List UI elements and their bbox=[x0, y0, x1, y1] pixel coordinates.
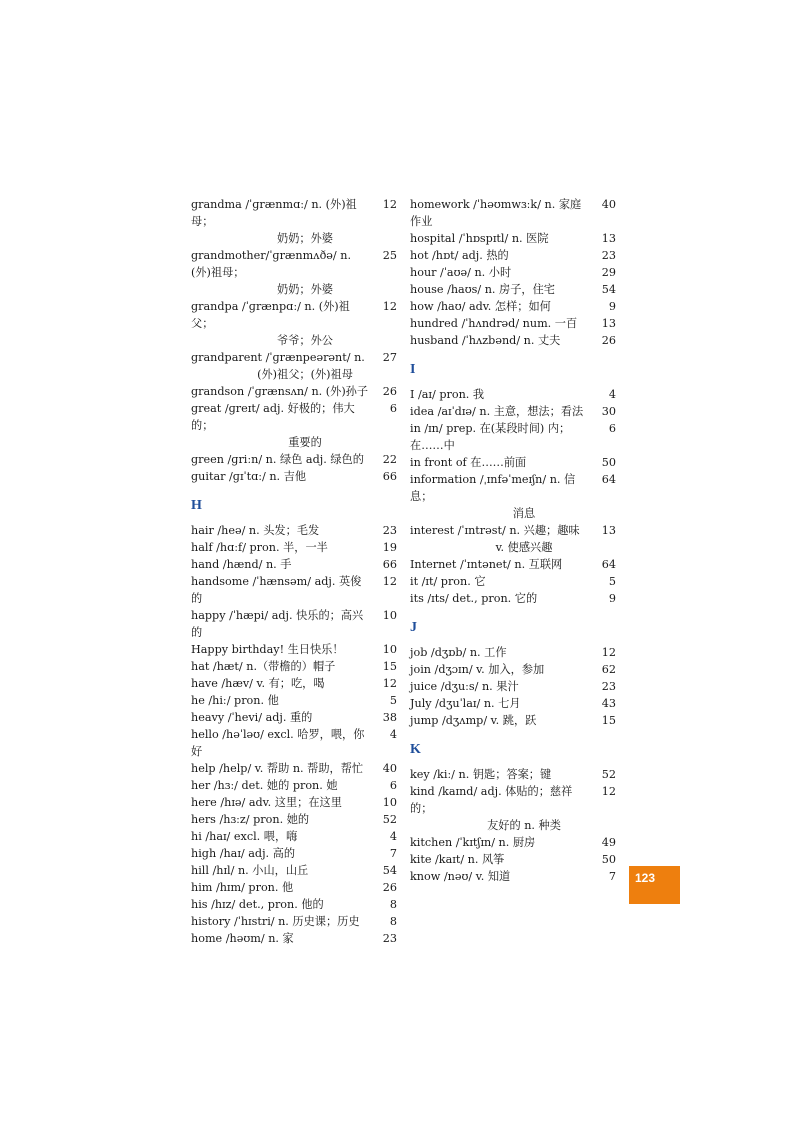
glossary-entry bbox=[191, 675, 397, 692]
glossary-entry bbox=[191, 811, 397, 828]
glossary-entry bbox=[410, 471, 616, 522]
glossary-entry bbox=[191, 468, 397, 485]
entry-page-number: 15 bbox=[382, 660, 397, 673]
entry-continuation: 奶奶；外婆 bbox=[277, 232, 333, 245]
entry-text: key /kiː/ n. 钥匙；答案；键 bbox=[410, 768, 552, 781]
entry-page-number: 7 bbox=[608, 870, 616, 883]
section-heading-k: K bbox=[410, 742, 421, 757]
glossary-entry bbox=[191, 913, 397, 930]
entry-page-number: 66 bbox=[382, 558, 397, 571]
entry-text: home /həʊm/ n. 家 bbox=[191, 932, 294, 945]
entry-text: hat /hæt/ n.（带檐的）帽子 bbox=[191, 660, 336, 673]
entry-text: kitchen /ˈkɪtʃɪn/ n. 厨房 bbox=[410, 836, 536, 849]
entry-text: his /hɪz/ det., pron. 他的 bbox=[191, 898, 324, 911]
glossary-entry bbox=[191, 845, 397, 862]
glossary-entry bbox=[410, 247, 616, 264]
entry-text: guitar /ɡɪˈtɑː/ n. 吉他 bbox=[191, 470, 307, 483]
entry-text: Internet /ˈɪntənet/ n. 互联网 bbox=[410, 558, 563, 571]
glossary-entry bbox=[410, 420, 616, 454]
glossary-entry bbox=[191, 777, 397, 794]
entry-text: handsome /ˈhænsəm/ adj. 英俊的 bbox=[191, 575, 362, 605]
glossary-entry bbox=[191, 556, 397, 573]
glossary-entry bbox=[191, 522, 397, 539]
entry-text: hello /həˈləʊ/ excl. 哈罗，喂，你好 bbox=[191, 728, 365, 758]
entry-page-number: 64 bbox=[601, 558, 616, 571]
glossary-entry bbox=[191, 879, 397, 896]
entry-text: join /dʒɔɪn/ v. 加入，参加 bbox=[410, 663, 545, 676]
glossary-entry bbox=[191, 726, 397, 760]
entry-text: hi /haɪ/ excl. 喂，嗨 bbox=[191, 830, 298, 843]
section-heading-h: H bbox=[191, 498, 202, 513]
entry-text: husband /ˈhʌzbənd/ n. 丈夫 bbox=[410, 334, 561, 347]
entry-text: him /hɪm/ pron. 他 bbox=[191, 881, 294, 894]
entry-text: job /dʒɒb/ n. 工作 bbox=[410, 646, 507, 659]
entry-page-number: 29 bbox=[601, 266, 616, 279]
entry-page-number: 6 bbox=[608, 422, 616, 435]
entry-continuation: 奶奶；外婆 bbox=[277, 283, 333, 296]
page-number: 123 bbox=[635, 871, 656, 885]
entry-page-number: 38 bbox=[382, 711, 397, 724]
entry-page-number: 13 bbox=[601, 524, 616, 537]
glossary-entry bbox=[410, 695, 616, 712]
entry-page-number: 8 bbox=[389, 898, 397, 911]
entry-text: hand /hænd/ n. 手 bbox=[191, 558, 292, 571]
glossary-entry bbox=[410, 403, 616, 420]
entry-text: help /help/ v. 帮助 n. 帮助，帮忙 bbox=[191, 762, 364, 775]
entry-page-number: 12 bbox=[382, 575, 397, 588]
entry-text: juice /dʒuːs/ n. 果汁 bbox=[410, 680, 519, 693]
entry-text: how /haʊ/ adv. 怎样；如何 bbox=[410, 300, 551, 313]
entry-text: its /ɪts/ det., pron. 它的 bbox=[410, 592, 538, 605]
glossary-entry bbox=[191, 930, 397, 947]
glossary-entry bbox=[410, 766, 616, 783]
glossary-entry bbox=[191, 658, 397, 675]
glossary-entry bbox=[191, 196, 397, 247]
glossary-entry bbox=[410, 573, 616, 590]
entry-page-number: 50 bbox=[601, 456, 616, 469]
entry-text: hour /ˈaʊə/ n. 小时 bbox=[410, 266, 512, 279]
entry-text: hundred /ˈhʌndrəd/ num. 一百 bbox=[410, 317, 578, 330]
entry-page-number: 4 bbox=[389, 728, 397, 741]
glossary-entry bbox=[191, 760, 397, 777]
entry-text: homework /ˈhəʊmwɜːk/ n. 家庭作业 bbox=[410, 198, 582, 228]
entry-page-number: 23 bbox=[382, 524, 397, 537]
entry-page-number: 10 bbox=[382, 643, 397, 656]
entry-page-number: 5 bbox=[389, 694, 397, 707]
entry-text: half /hɑːf/ pron. 半，一半 bbox=[191, 541, 328, 554]
glossary-entry bbox=[191, 298, 397, 349]
glossary-entry bbox=[410, 264, 616, 281]
entry-page-number: 12 bbox=[601, 785, 616, 798]
entry-text: hospital /ˈhɒspɪtl/ n. 医院 bbox=[410, 232, 549, 245]
glossary-entry bbox=[410, 386, 616, 403]
entry-text: he /hiː/ pron. 他 bbox=[191, 694, 279, 707]
entry-page-number: 54 bbox=[382, 864, 397, 877]
glossary-right-column bbox=[410, 196, 616, 885]
entry-text: history /ˈhɪstri/ n. 历史课；历史 bbox=[191, 915, 360, 928]
entry-page-number: 12 bbox=[382, 677, 397, 690]
glossary-entry bbox=[410, 590, 616, 607]
entry-text: idea /aɪˈdɪə/ n. 主意，想法；看法 bbox=[410, 405, 584, 418]
glossary-entry bbox=[410, 522, 616, 556]
entry-text: have /hæv/ v. 有；吃，喝 bbox=[191, 677, 325, 690]
glossary-entry bbox=[410, 315, 616, 332]
entry-page-number: 40 bbox=[382, 762, 397, 775]
entry-text: grandma /ˈɡrænmɑː/ n. (外)祖母； bbox=[191, 198, 357, 228]
entry-text: green /ɡriːn/ n. 绿色 adj. 绿色的 bbox=[191, 453, 364, 466]
glossary-entry bbox=[191, 794, 397, 811]
entry-page-number: 64 bbox=[601, 473, 616, 486]
page-number-tab bbox=[629, 866, 680, 904]
entry-text: kite /kaɪt/ n. 风筝 bbox=[410, 853, 505, 866]
glossary-entry bbox=[410, 851, 616, 868]
entry-page-number: 27 bbox=[382, 351, 397, 364]
entry-text: grandmother/ˈɡrænmʌðə/ n. (外)祖母； bbox=[191, 249, 352, 279]
entry-page-number: 9 bbox=[608, 592, 616, 605]
entry-text: hers /hɜːz/ pron. 她的 bbox=[191, 813, 310, 826]
glossary-entry bbox=[410, 332, 616, 349]
entry-page-number: 19 bbox=[382, 541, 397, 554]
entry-text: great /ɡreɪt/ adj. 好极的；伟大的； bbox=[191, 402, 355, 432]
entry-text: heavy /ˈhevi/ adj. 重的 bbox=[191, 711, 313, 724]
glossary-entry bbox=[191, 828, 397, 845]
entry-text: here /hɪə/ adv. 这里；在这里 bbox=[191, 796, 342, 809]
entry-page-number: 15 bbox=[601, 714, 616, 727]
glossary-entry bbox=[410, 834, 616, 851]
entry-continuation: 消息 bbox=[512, 507, 536, 520]
entry-page-number: 40 bbox=[601, 198, 616, 211]
glossary-entry bbox=[410, 230, 616, 247]
entry-page-number: 4 bbox=[389, 830, 397, 843]
entry-page-number: 13 bbox=[601, 317, 616, 330]
glossary-entry bbox=[410, 661, 616, 678]
entry-page-number: 54 bbox=[601, 283, 616, 296]
entry-continuation: 爷爷；外公 bbox=[277, 334, 333, 347]
entry-page-number: 30 bbox=[601, 405, 616, 418]
entry-page-number: 26 bbox=[382, 385, 397, 398]
entry-page-number: 23 bbox=[382, 932, 397, 945]
entry-text: I /aɪ/ pron. 我 bbox=[410, 388, 485, 401]
entry-page-number: 49 bbox=[601, 836, 616, 849]
glossary-entry bbox=[410, 868, 616, 885]
entry-text: jump /dʒʌmp/ v. 跳，跃 bbox=[410, 714, 537, 727]
entry-text: hair /heə/ n. 头发；毛发 bbox=[191, 524, 320, 537]
glossary-entry bbox=[191, 539, 397, 556]
entry-text: grandson /ˈɡrænsʌn/ n. (外)孙子 bbox=[191, 385, 369, 398]
entry-text: Happy birthday! 生日快乐！ bbox=[191, 643, 344, 656]
entry-page-number: 9 bbox=[608, 300, 616, 313]
entry-page-number: 7 bbox=[389, 847, 397, 860]
entry-page-number: 25 bbox=[382, 249, 397, 262]
glossary-entry bbox=[410, 678, 616, 695]
glossary-entry bbox=[191, 349, 397, 383]
glossary-entry bbox=[191, 247, 397, 298]
entry-text: happy /ˈhæpi/ adj. 快乐的；高兴的 bbox=[191, 609, 364, 639]
glossary-entry bbox=[191, 692, 397, 709]
entry-page-number: 22 bbox=[382, 453, 397, 466]
glossary-entry bbox=[191, 607, 397, 641]
glossary-entry bbox=[191, 573, 397, 607]
glossary-entry bbox=[410, 281, 616, 298]
entry-page-number: 6 bbox=[389, 779, 397, 792]
entry-text: high /haɪ/ adj. 高的 bbox=[191, 847, 296, 860]
entry-page-number: 12 bbox=[382, 300, 397, 313]
glossary-entry bbox=[191, 862, 397, 879]
entry-text: July /dʒuˈlaɪ/ n. 七月 bbox=[410, 697, 521, 710]
entry-page-number: 5 bbox=[608, 575, 616, 588]
entry-text: kind /kaɪnd/ adj. 体贴的；慈祥的； bbox=[410, 785, 573, 815]
entry-page-number: 62 bbox=[601, 663, 616, 676]
entry-page-number: 6 bbox=[389, 402, 397, 415]
entry-text: grandparent /ˈɡrænpeərənt/ n. bbox=[191, 351, 365, 364]
entry-page-number: 10 bbox=[382, 796, 397, 809]
entry-page-number: 26 bbox=[601, 334, 616, 347]
entry-text: hill /hɪl/ n. 小山，山丘 bbox=[191, 864, 309, 877]
section-heading-j: J bbox=[410, 620, 417, 635]
glossary-entry bbox=[191, 400, 397, 451]
entry-continuation: (外)祖父；(外)祖母 bbox=[257, 368, 353, 381]
glossary-entry bbox=[410, 783, 616, 834]
entry-continuation: 重要的 bbox=[288, 436, 322, 449]
entry-page-number: 23 bbox=[601, 680, 616, 693]
entry-page-number: 4 bbox=[608, 388, 616, 401]
entry-page-number: 10 bbox=[382, 609, 397, 622]
entry-page-number: 50 bbox=[601, 853, 616, 866]
glossary-entry bbox=[410, 454, 616, 471]
entry-page-number: 26 bbox=[382, 881, 397, 894]
glossary-entry bbox=[191, 451, 397, 468]
glossary-entry bbox=[191, 709, 397, 726]
entry-text: interest /ˈɪntrəst/ n. 兴趣；趣味 bbox=[410, 524, 580, 537]
entry-text: know /nəʊ/ v. 知道 bbox=[410, 870, 511, 883]
glossary-entry bbox=[191, 641, 397, 658]
glossary-entry bbox=[410, 644, 616, 661]
glossary-entry bbox=[410, 556, 616, 573]
entry-text: her /hɜː/ det. 她的 pron. 她 bbox=[191, 779, 338, 792]
entry-page-number: 52 bbox=[382, 813, 397, 826]
entry-page-number: 52 bbox=[601, 768, 616, 781]
glossary-left-column bbox=[191, 196, 397, 947]
entry-text: in /ɪn/ prep. 在(某段时间) 内；在……中 bbox=[410, 422, 571, 452]
entry-text: in front of 在……前面 bbox=[410, 456, 527, 469]
section-heading-i: I bbox=[410, 362, 416, 377]
entry-page-number: 43 bbox=[601, 697, 616, 710]
entry-text: information /ˌɪnfəˈmeɪʃn/ n. 信息； bbox=[410, 473, 576, 503]
entry-text: it /ɪt/ pron. 它 bbox=[410, 575, 486, 588]
entry-page-number: 23 bbox=[601, 249, 616, 262]
entry-text: grandpa /ˈɡrænpɑː/ n. (外)祖父； bbox=[191, 300, 350, 330]
glossary-entry bbox=[191, 896, 397, 913]
glossary-entry bbox=[191, 383, 397, 400]
entry-page-number: 66 bbox=[382, 470, 397, 483]
glossary-entry bbox=[410, 196, 616, 230]
entry-page-number: 8 bbox=[389, 915, 397, 928]
entry-page-number: 12 bbox=[601, 646, 616, 659]
glossary-entry bbox=[410, 298, 616, 315]
entry-continuation: 友好的 n. 种类 bbox=[487, 819, 561, 832]
entry-page-number: 12 bbox=[382, 198, 397, 211]
glossary-entry bbox=[410, 712, 616, 729]
entry-text: hot /hɒt/ adj. 热的 bbox=[410, 249, 509, 262]
entry-page-number: 13 bbox=[601, 232, 616, 245]
entry-text: house /haʊs/ n. 房子，住宅 bbox=[410, 283, 555, 296]
entry-continuation: v. 使感兴趣 bbox=[495, 541, 553, 554]
